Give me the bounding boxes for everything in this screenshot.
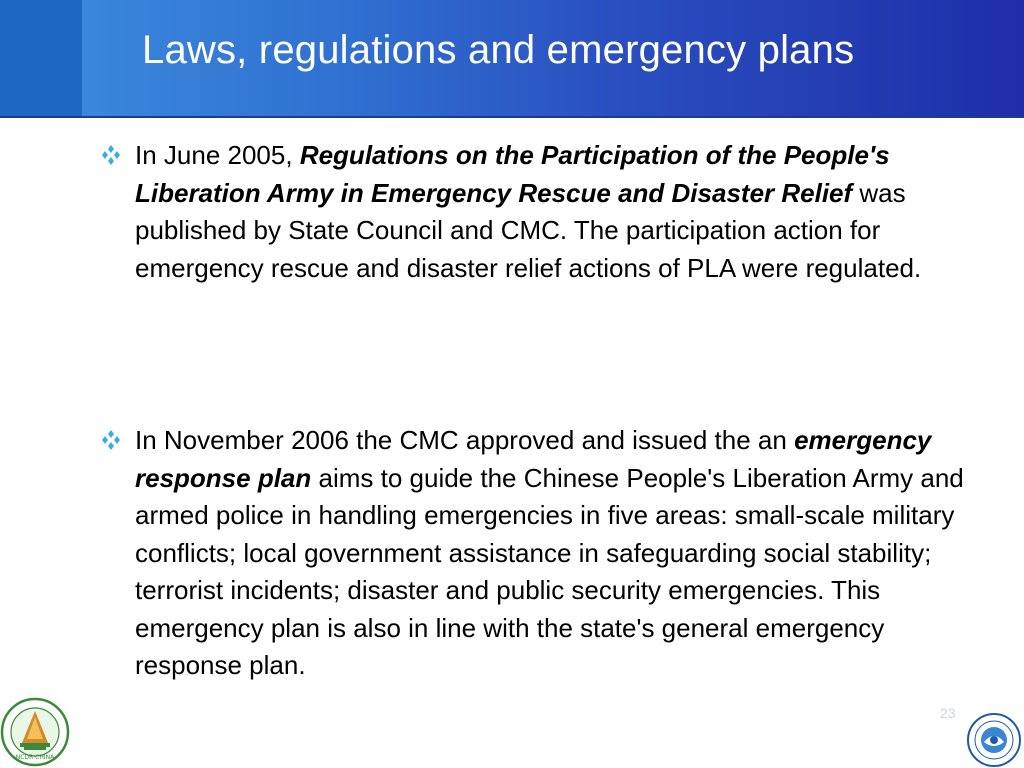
diamond-cluster-icon xyxy=(98,137,124,174)
bullet-text-1 xyxy=(135,137,978,287)
bullet-1-rest: was published by State Council and CMC. The participation action for emergency rescue and disaster relief actions of PLA were regulated. xyxy=(135,177,922,283)
bullet-2-lead: In November 2006 the CMC approved and issued the an xyxy=(135,425,795,455)
ncdr-logo-text: NCDR·CHINA xyxy=(15,754,55,761)
bullet-text-2 xyxy=(135,422,978,685)
bullet-1-emphasis: Regulations on the Participation of the People's Liberation Army in Emergency Rescue and Disaster Relief xyxy=(135,140,890,208)
page-number: 23 xyxy=(940,705,956,721)
header-accent-block xyxy=(0,0,82,118)
bullet-2-emphasis: emergency response plan xyxy=(135,425,932,493)
header-underline xyxy=(0,116,1024,118)
slide-header xyxy=(0,0,1024,118)
bullet-2-rest: aims to guide the Chinese People's Liberation Army and armed police in handling emergencies in five areas: small-scale military conflicts; local government assistance in safeguarding social stability; terrorist incidents; disaster and public security emergencies. This emergency plan is also in line with the state's general emergency response plan. xyxy=(135,462,964,680)
round-seal-icon xyxy=(966,712,1022,768)
diamond-cluster-icon xyxy=(98,422,124,459)
bullet-item-2 xyxy=(98,422,978,685)
ncdr-seal-icon xyxy=(0,697,70,767)
bullet-1-lead: In June 2005, xyxy=(135,140,300,170)
slide-title: Laws, regulations and emergency plans xyxy=(142,28,855,72)
bullet-item-1 xyxy=(98,137,978,287)
